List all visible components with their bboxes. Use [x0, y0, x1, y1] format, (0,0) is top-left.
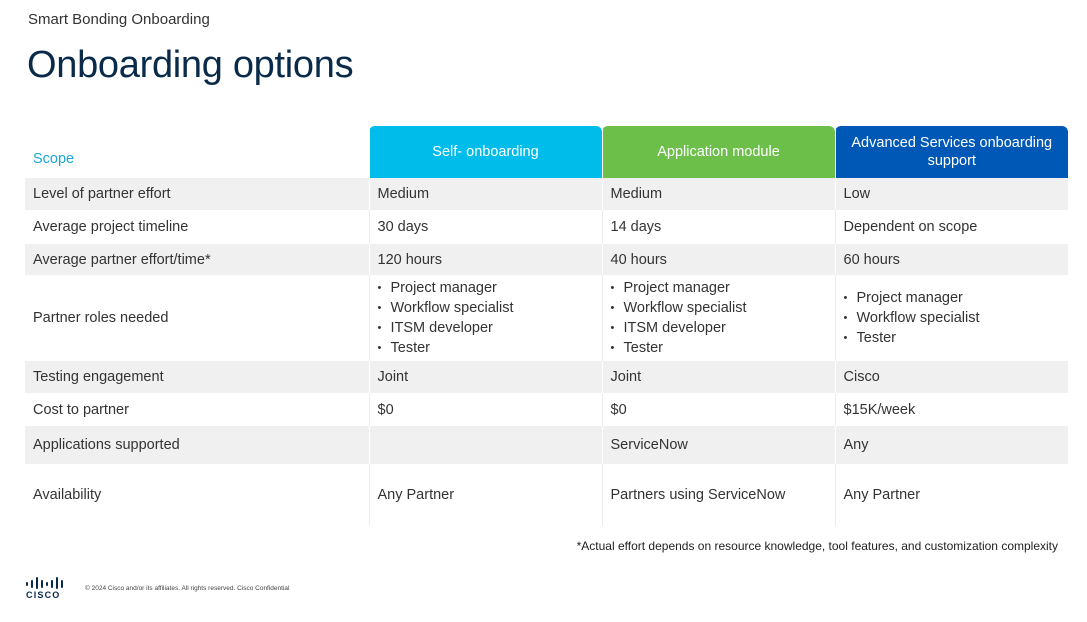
- list-item: • Workflow specialist: [611, 298, 827, 318]
- roles-list: [378, 278, 594, 358]
- footnote: *Actual effort depends on resource knowledge, tool features, and customization complexity: [576, 539, 1058, 553]
- roles-list: [611, 278, 827, 358]
- table-cell: Joint: [602, 361, 835, 393]
- table-row: [25, 464, 1068, 526]
- table-row: [25, 244, 1068, 275]
- table-cell: 40 hours: [602, 244, 835, 275]
- table-cell: [602, 275, 835, 361]
- cisco-bridge-logo-icon: [26, 577, 66, 589]
- list-item: • Project manager: [611, 278, 827, 298]
- table-cell: Partners using ServiceNow: [602, 464, 835, 526]
- table-cell: $15K/week: [835, 393, 1068, 426]
- list-item: • ITSM developer: [378, 318, 594, 338]
- table-cell: Medium: [369, 178, 602, 210]
- table-cell: $0: [602, 393, 835, 426]
- table-cell: Joint: [369, 361, 602, 393]
- cisco-logo: [26, 577, 66, 600]
- table-cell: 30 days: [369, 210, 602, 244]
- logo-wordmark: CISCO: [26, 590, 61, 600]
- table-cell: 60 hours: [835, 244, 1068, 275]
- table-cell: ServiceNow: [602, 426, 835, 464]
- list-item: • Tester: [844, 328, 1061, 348]
- column-header-self-onboarding: Self- onboarding: [369, 126, 602, 178]
- table-row: [25, 426, 1068, 464]
- table-cell: [835, 275, 1068, 361]
- list-item: • ITSM developer: [611, 318, 827, 338]
- list-item: • Project manager: [378, 278, 594, 298]
- table-cell: $0: [369, 393, 602, 426]
- table-cell: Dependent on scope: [835, 210, 1068, 244]
- column-header-application-module: Application module: [602, 126, 835, 178]
- slide-title: Onboarding options: [27, 44, 354, 86]
- table-row: [25, 178, 1068, 210]
- scope-header: Scope: [33, 151, 75, 167]
- copyright-notice: © 2024 Cisco and/or its affiliates. All rights reserved. Cisco Confidential: [85, 585, 290, 592]
- list-item: • Tester: [611, 338, 827, 358]
- list-item: • Project manager: [844, 288, 1061, 308]
- onboarding-options-table: [25, 126, 1068, 526]
- table-row: [25, 210, 1068, 244]
- roles-list: [844, 288, 1061, 348]
- table-cell: Cisco: [835, 361, 1068, 393]
- table-cell: [369, 426, 602, 464]
- row-label: Cost to partner: [25, 393, 369, 426]
- list-item: • Workflow specialist: [844, 308, 1061, 328]
- row-label: Level of partner effort: [25, 178, 369, 210]
- row-label: Applications supported: [25, 426, 369, 464]
- column-header-advanced-services: Advanced Services onboarding support: [835, 126, 1068, 178]
- row-label: Availability: [25, 464, 369, 526]
- table-cell: 120 hours: [369, 244, 602, 275]
- table-cell: Any Partner: [369, 464, 602, 526]
- table-cell: 14 days: [602, 210, 835, 244]
- table-row: [25, 361, 1068, 393]
- row-label: Average project timeline: [25, 210, 369, 244]
- table-cell: Any: [835, 426, 1068, 464]
- table-cell: Any Partner: [835, 464, 1068, 526]
- list-item: • Tester: [378, 338, 594, 358]
- row-label: Partner roles needed: [25, 275, 369, 361]
- table-cell: Low: [835, 178, 1068, 210]
- table-cell: [369, 275, 602, 361]
- table-row: [25, 393, 1068, 426]
- table-header-row: [25, 126, 1068, 178]
- list-item: • Workflow specialist: [378, 298, 594, 318]
- slide-supertitle: Smart Bonding Onboarding: [28, 11, 210, 28]
- table-cell: Medium: [602, 178, 835, 210]
- table-row: [25, 275, 1068, 361]
- row-label: Testing engagement: [25, 361, 369, 393]
- row-label: Average partner effort/time*: [25, 244, 369, 275]
